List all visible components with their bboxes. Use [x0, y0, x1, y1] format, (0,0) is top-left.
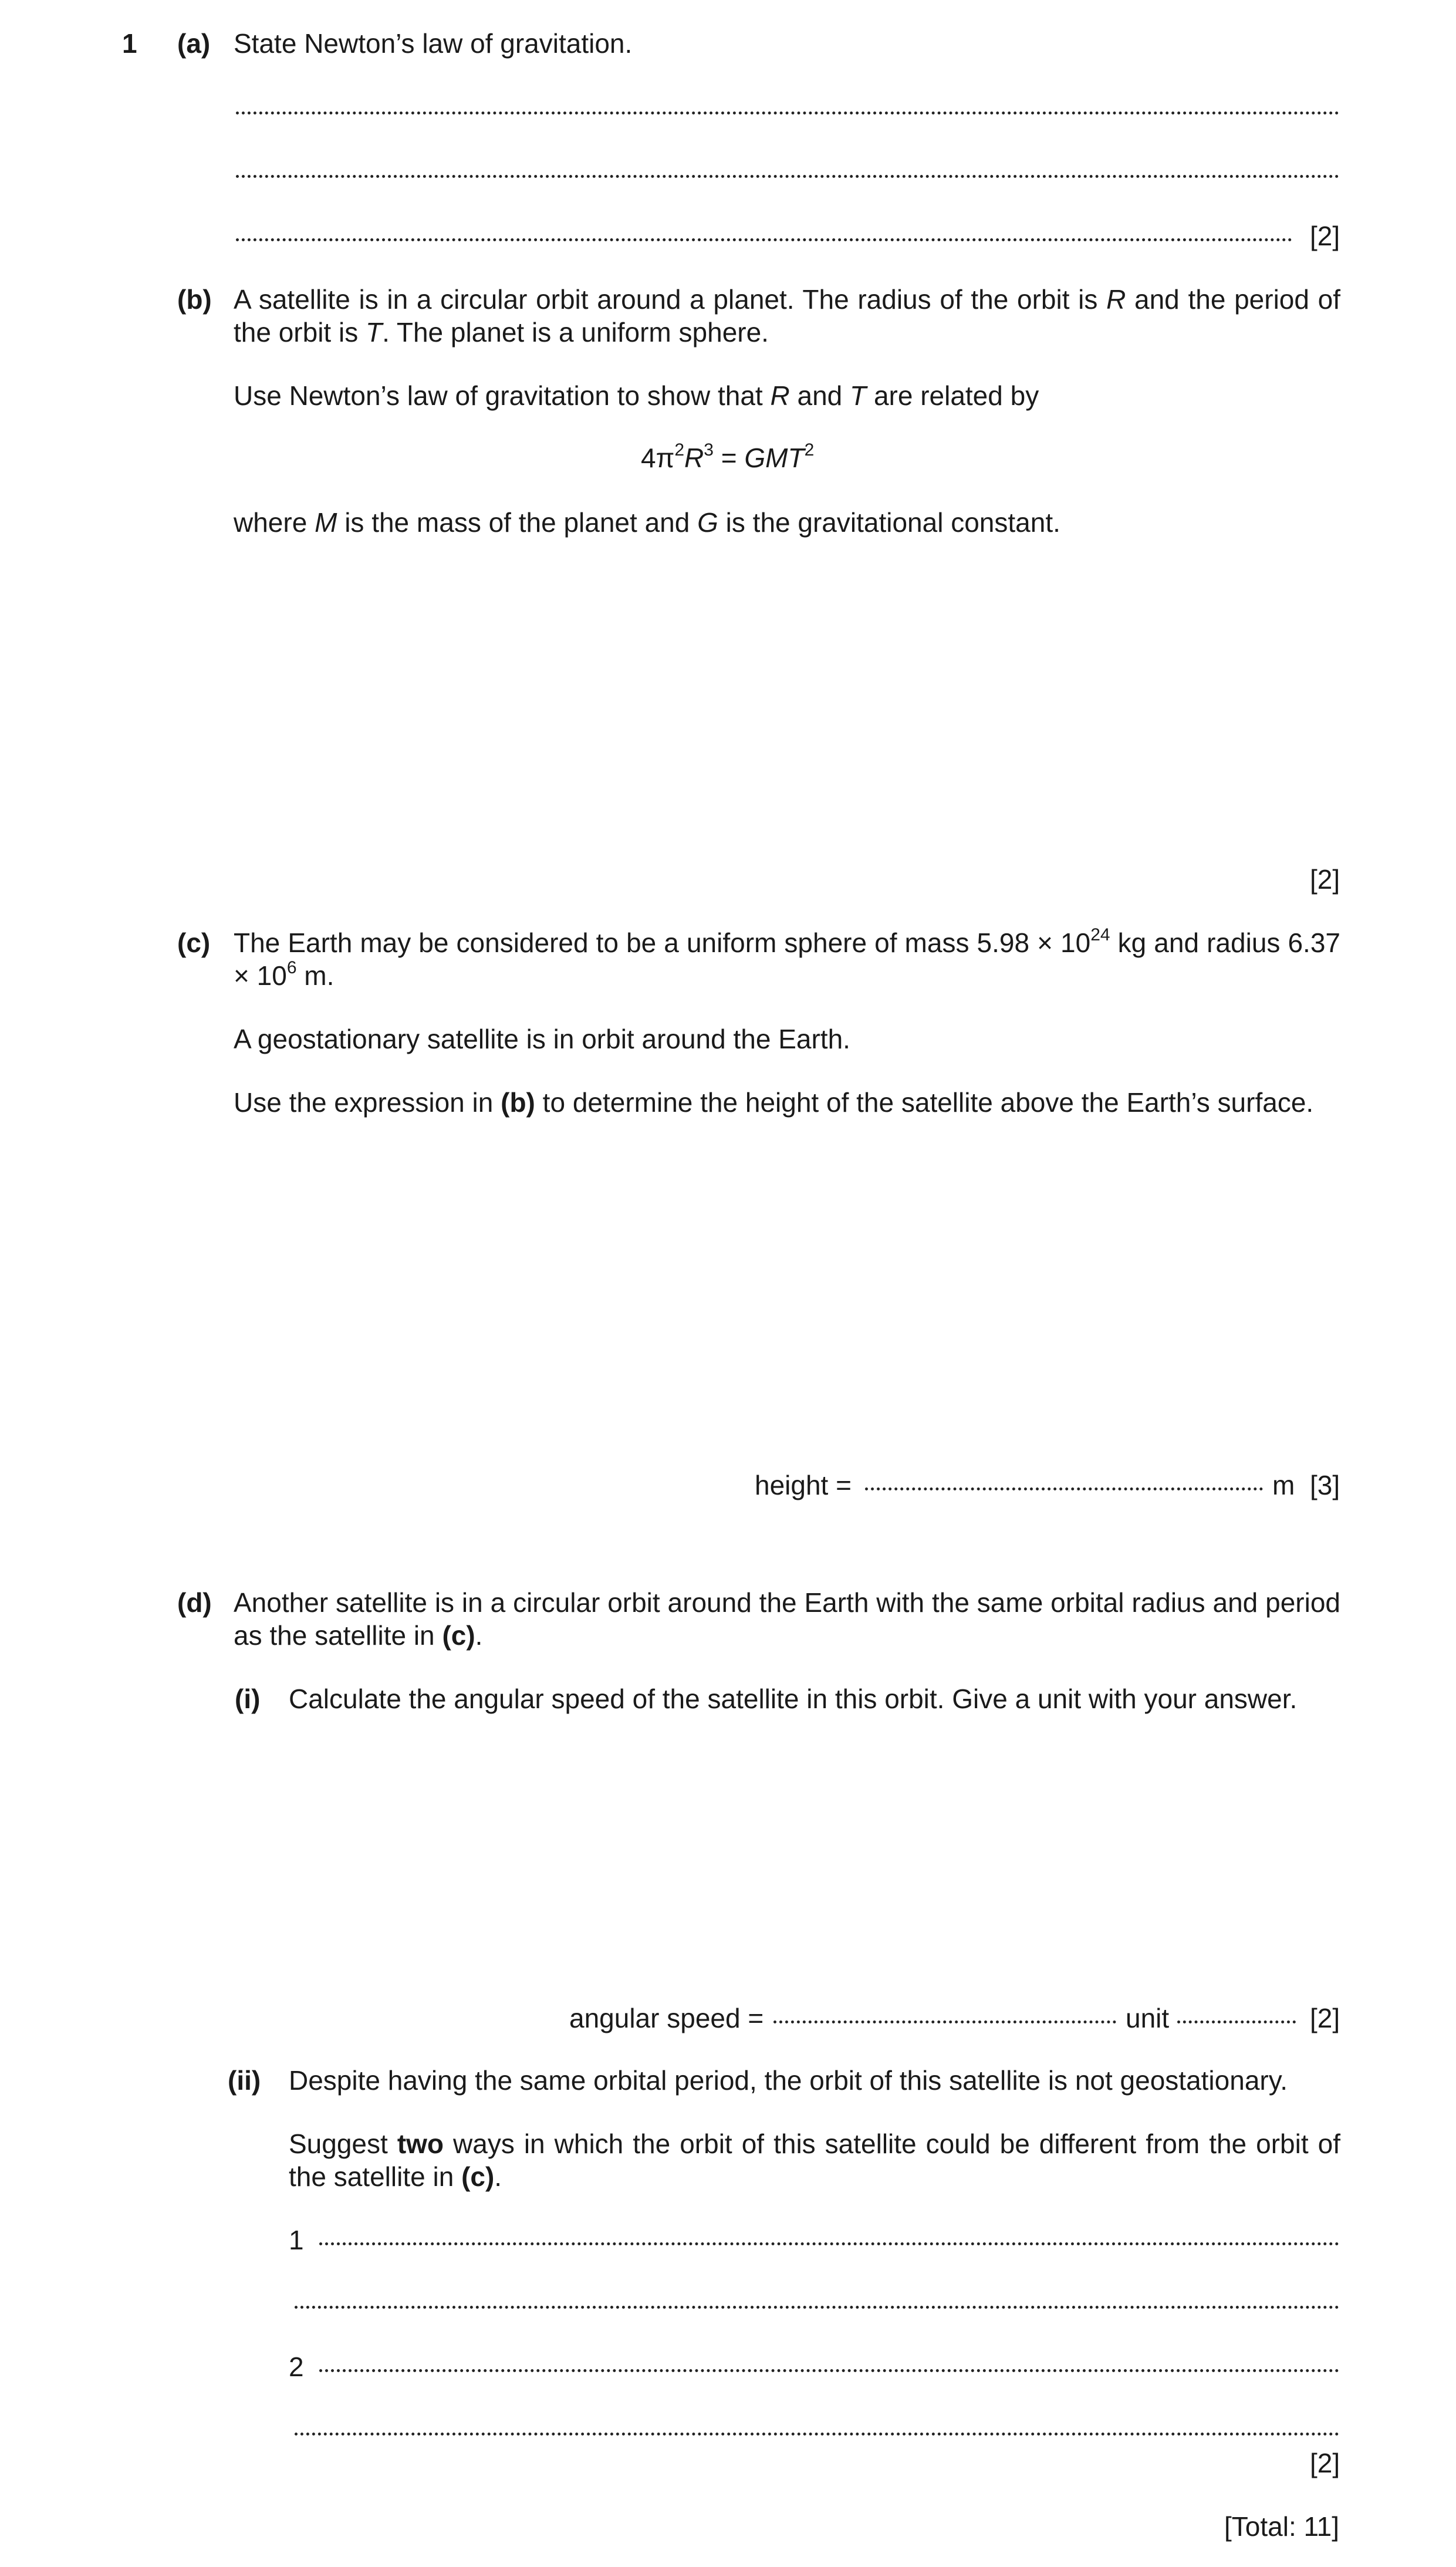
- part-b-label: (b): [177, 284, 212, 315]
- part-c-label: (c): [177, 927, 211, 958]
- part-b-where: where M is the mass of the planet and G is the gravitational constant.: [234, 507, 1060, 538]
- part-b-marks: [2]: [1310, 864, 1340, 895]
- part-d-ii-label: (ii): [228, 2065, 261, 2096]
- angular-speed-unit-label: unit: [1126, 2003, 1170, 2033]
- part-a-label: (a): [177, 28, 211, 59]
- suggestion-2-number: 2: [289, 2352, 304, 2382]
- part-d-i-marks: [2]: [1310, 2003, 1340, 2033]
- height-answer-label: height =: [755, 1470, 852, 1500]
- part-c-stem: The Earth may be considered to be a uniform sphere of mass $5.98 \times 10^{24}$ kg and radius $6.37 \times 10^6$ m.: [234, 925, 1340, 991]
- suggestion-1-number: 1: [289, 2225, 304, 2255]
- part-c-line-3: Use the expression in (b) to determine the height of the satellite above the Earth’s surface.: [234, 1087, 1314, 1118]
- orbit-equation: $4\pi^2R^3 = GMT^2$: [641, 440, 815, 473]
- angular-speed-label: angular speed =: [569, 2003, 764, 2033]
- part-d-ii-line-1: Despite having the same orbital period, the orbit of this satellite is not geostationary.: [289, 2065, 1288, 2096]
- suggestion-2-line-a[interactable]: [319, 2369, 1339, 2372]
- part-d-i-label: (i): [235, 1684, 261, 1714]
- part-d-ii-line-2: Suggest two ways in which the orbit of this satellite could be different from the orbit of the satellite in (c).: [289, 2129, 1341, 2192]
- answer-line-a1[interactable]: [236, 112, 1339, 114]
- suggestion-1-line-b[interactable]: [295, 2306, 1339, 2309]
- total-marks: [Total: 11]: [1224, 2511, 1340, 2542]
- part-a-prompt: State Newton’s law of gravitation.: [234, 28, 633, 59]
- height-answer-unit: m: [1272, 1470, 1295, 1500]
- angular-speed-answer-line[interactable]: [773, 2020, 1116, 2023]
- part-d-ii-marks: [2]: [1310, 2448, 1340, 2478]
- height-answer-line[interactable]: [865, 1487, 1263, 1490]
- answer-line-a2[interactable]: [236, 175, 1339, 178]
- part-c-marks: [3]: [1310, 1470, 1340, 1500]
- angular-speed-unit-line[interactable]: [1177, 2020, 1296, 2023]
- suggestion-1-line-a[interactable]: [319, 2242, 1339, 2245]
- answer-line-a3[interactable]: [236, 238, 1292, 241]
- part-b-stem: A satellite is in a circular orbit around a planet. The radius of the orbit is R and the period of the orbit is T. The planet is a uniform sphere.: [234, 284, 1341, 348]
- part-d-label: (d): [177, 1587, 212, 1618]
- question-number: 1: [122, 28, 137, 59]
- part-b-instruction: Use Newton’s law of gravitation to show that R and T are related by: [234, 380, 1039, 411]
- part-d-i-prompt: Calculate the angular speed of the satellite in this orbit. Give a unit with your answer.: [289, 1684, 1298, 1714]
- suggestion-2-line-b[interactable]: [295, 2433, 1339, 2436]
- part-d-stem: Another satellite is in a circular orbit around the Earth with the same orbital radius and period as the satellite in (c).: [234, 1587, 1340, 1651]
- part-c-line-2: A geostationary satellite is in orbit around the Earth.: [234, 1024, 850, 1054]
- part-a-marks: [2]: [1310, 221, 1340, 251]
